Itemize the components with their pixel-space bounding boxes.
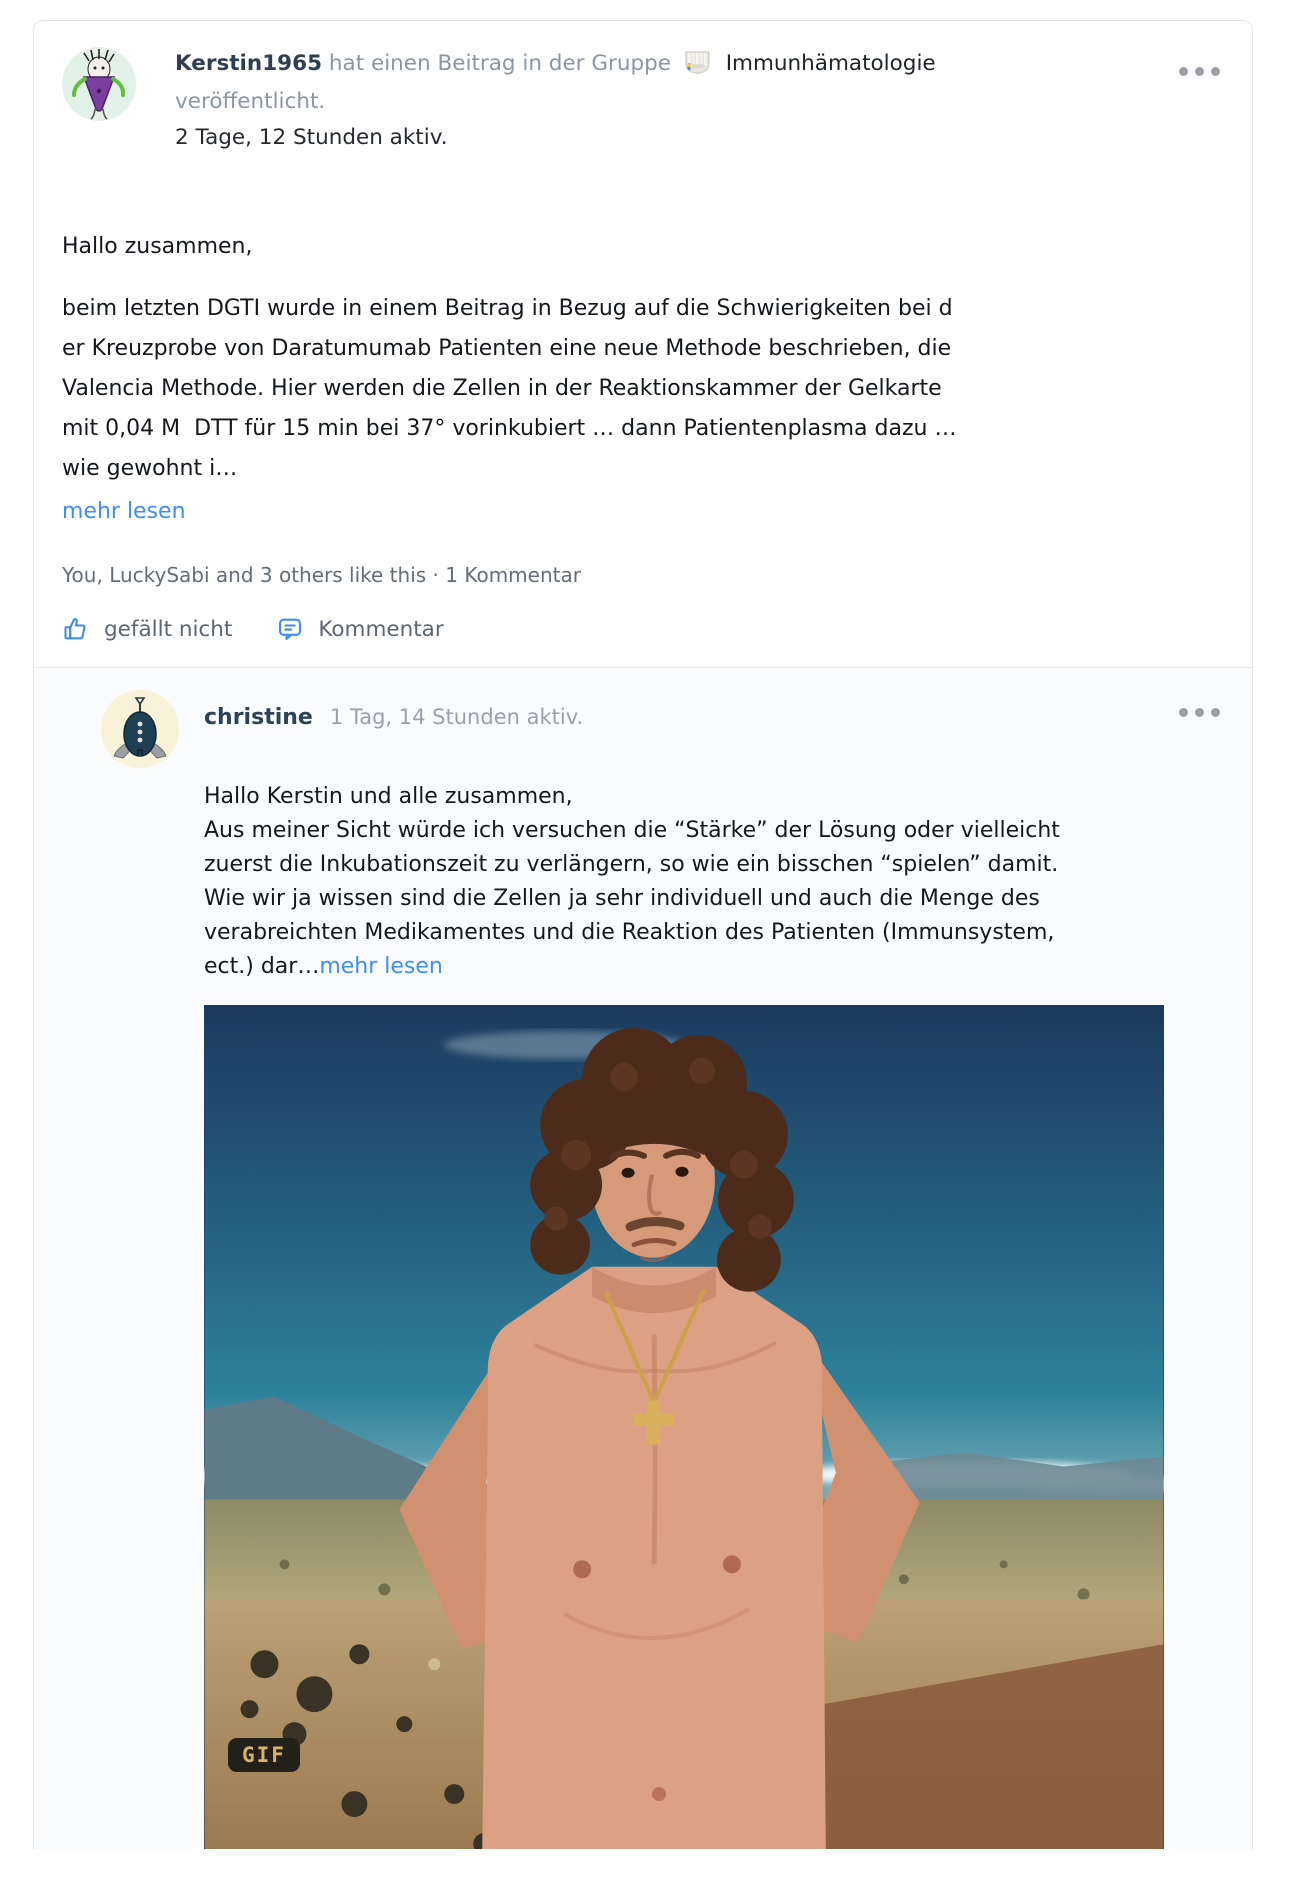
commenter-name-link[interactable]: christine [204, 705, 313, 730]
post-activity: 2 Tage, 12 Stunden aktiv. [175, 125, 448, 150]
post-action-suffix: veröffentlicht. [175, 89, 326, 114]
dot-icon [1195, 67, 1204, 76]
monster-avatar-icon [62, 47, 136, 121]
post-action-text: hat einen Beitrag in der Gruppe [328, 51, 671, 76]
comment-menu-button[interactable] [1175, 704, 1224, 721]
dot-icon [1179, 67, 1188, 76]
comment-activity: 1 Tag, 14 Stunden aktiv. [329, 705, 584, 729]
post-header [62, 47, 1224, 155]
feed-post-card [33, 20, 1253, 1849]
post-read-more-link[interactable]: mehr lesen [62, 499, 186, 524]
comment-header [101, 690, 1224, 768]
nacho-desert-scene [204, 1005, 1164, 1849]
author-avatar[interactable] [62, 47, 136, 121]
post-headline [175, 47, 1163, 85]
post-actions [62, 615, 1224, 643]
comment-bubble-icon [276, 615, 304, 643]
post-body-text: Hallo zusammen, beim letzten DGTI wurde in einem Beitrag in Bezug auf die Schwierigkeiten bei d er Kreuzprobe von Daratumumab Patienten eine neue Methode beschrieben, die Valencia Methode. Hier werden die Zellen in der Reaktionskammer der Gelkarte mit 0,04 M DTT für 15 min bei 37° vorinkubiert … dann Patientenplasma dazu … wie gewohnt i… [62, 234, 957, 481]
dot-icon [1211, 708, 1220, 717]
likes-summary[interactable]: You, LuckySabi and 3 others like this · 1 Kommentar [62, 563, 581, 587]
post-author-link[interactable]: Kerstin1965 [175, 51, 323, 76]
comment-button[interactable] [276, 615, 443, 643]
commenter-avatar[interactable] [101, 690, 179, 768]
post [34, 21, 1252, 667]
gif-badge: GIF [228, 1738, 300, 1772]
comment-button-label: Kommentar [318, 616, 444, 642]
comment-section [34, 667, 1252, 1849]
comment-body-text: Hallo Kerstin und alle zusammen, Aus meiner Sicht würde ich versuchen die “Stärke” der Lösung oder vielleicht zuerst die Inkubationszeit zu verlängern, so wie ein bisschen “spielen” damit. Wie wir ja wissen sind die Zellen ja sehr individuell und auch die Menge des verabreichten Medikamentes und die Reaktion des Patienten (Immunsystem, ect.) dar…mehr lesen [204, 784, 1060, 979]
thumbs-up-icon [62, 615, 90, 643]
dot-icon [1211, 67, 1220, 76]
gelcard-group-icon [684, 50, 711, 85]
group-name-link[interactable]: Immunhämatologie [725, 51, 936, 76]
dot-icon [1195, 708, 1204, 717]
post-menu-button[interactable] [1175, 63, 1224, 80]
comment-gif-image[interactable] [204, 1005, 1164, 1849]
comment-header-text [204, 702, 1163, 733]
bug-avatar-icon [101, 690, 179, 768]
like-button[interactable] [62, 615, 232, 643]
dot-icon [1179, 708, 1188, 717]
like-button-label: gefällt nicht [104, 616, 233, 642]
comment-read-more-link[interactable]: mehr lesen [319, 954, 443, 979]
post-header-text [175, 47, 1163, 155]
